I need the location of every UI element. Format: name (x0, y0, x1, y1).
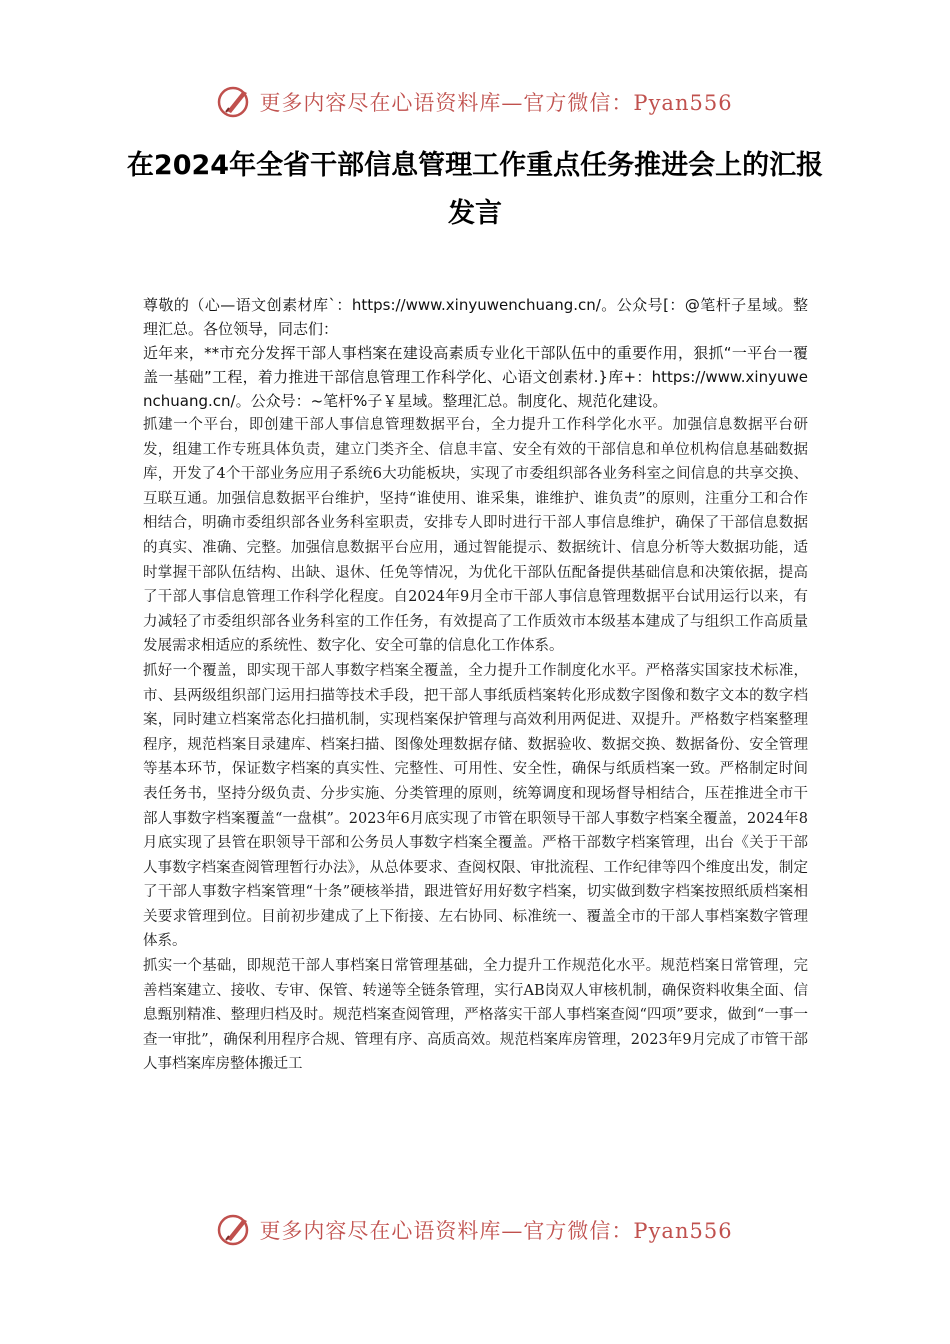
banner-text: 更多内容尽在心语资料库—官方微信：Pyan556 (259, 1219, 733, 1243)
document-title: 在2024年全省干部信息管理工作重点任务推进会上的汇报发言 (126, 150, 824, 229)
paragraph-foundation: 抓实一个基础，即规范干部人事档案日常管理基础，全力提升工作规范化水平。规范档案日常管理，完善档案建立、接收、专审、保管、转递等全链条管理，实行AB岗双人审核机制，确保资料收集全面、信息甄别精准、整理归档及时。规范档案查阅管理，严格落实干部人事档案查阅“四项”要求，做到“一事一查一审批”，确保利用程序合规、管理有序、高质高效。规范档案库房管理，2023年9月完成了市管干部人事档案库房整体搬迁工 (143, 958, 808, 1073)
banner-text: 更多内容尽在心语资料库—官方微信：Pyan556 (259, 91, 733, 115)
paragraph-intro: 近年来，**市充分发挥干部人事档案在建设高素质专业化干部队伍中的重要作用，狠抓“一平台一覆盖一基础”工程，着力推进干部信息管理工作科学化、心语文创素材.}库+：https://www.xinyuwenchuang.cn/。公众号：~笔杆%子￥星域。整理汇总。制度化、规范化建设。 (143, 344, 808, 410)
paragraph-greeting: 尊敬的（心—语文创素材库`：https://www.xinyuwenchuang.cn/。公众号[：@笔杆子星域。整理汇总。各位领导，同志们： (143, 296, 808, 338)
paragraph-platform: 抓建一个平台，即创建干部人事信息管理数据平台，全力提升工作科学化水平。加强信息数据平台研发，组建工作专班具体负责，建立门类齐全、信息丰富、安全有效的干部信息和单位机构信息基础数据库，开发了4个干部业务应用子系统6大功能板块，实现了市委组织部各业务科室之间信息的共享交换、互联互通。加强信息数据平台维护，坚持“谁使用、谁采集，谁维护、谁负责”的原则，注重分工和合作相结合，明确市委组织部各业务科室职责，安排专人即时进行干部人事信息维护，确保了干部信息数据的真实、准确、完整。加强信息数据平台应用，通过智能提示、数据统计、信息分析等大数据功能，适时掌握干部队伍结构、出缺、退休、任免等情况，为优化干部队伍配备提供基础信息和决策依据，提高了干部人事信息管理工作科学化程度。自2024年9月全市干部人事信息管理数据平台试用运行以来，有力减轻了市委组织部各业务科室的工作任务，有效提高了工作质效市本级基本建成了与组织工作高质量发展需求相适应的系统性、数字化、安全可靠的信息化工作体系。 (143, 417, 808, 655)
document-body (143, 293, 808, 1077)
quill-logo-icon (217, 84, 253, 120)
paragraph-coverage: 抓好一个覆盖，即实现干部人事数字档案全覆盖，全力提升工作制度化水平。严格落实国家技术标准，市、县两级组织部门运用扫描等技术手段，把干部人事纸质档案转化形成数字图像和数字文本的数字档案，同时建立档案常态化扫描机制，实现档案保护管理与高效利用两促进、双提升。严格数字档案整理程序，规范档案目录建库、档案扫描、图像处理数据存储、数据验收、数据交换、数据备份、安全管理等基本环节，保证数字档案的真实性、完整性、可用性、安全性，确保与纸质档案一致。严格制定时间表任务书，坚持分级负责、分步实施、分类管理的原则，统筹调度和现场督导相结合，压茬推进全市干部人事数字档案覆盖“一盘棋”。2023年6月底实现了市管在职领导干部人事数字档案全覆盖，2024年8月底实现了县管在职领导干部和公务员人事数字档案全覆盖。严格干部数字档案管理，出台《关于干部人事数字档案查阅管理暂行办法》，从总体要求、查阅权限、审批流程、工作纪律等四个维度出发，制定了干部人事数字档案管理“十条”硬核举措，跟进管好用好数字档案，切实做到数字档案按照纸质档案相关要求管理到位。目前初步建成了上下衔接、左右协同、标准统一、覆盖全市的干部人事档案数字管理体系。 (143, 662, 808, 950)
footer-banner (0, 1210, 950, 1250)
header-banner (0, 82, 950, 122)
quill-logo-icon (217, 1212, 253, 1248)
